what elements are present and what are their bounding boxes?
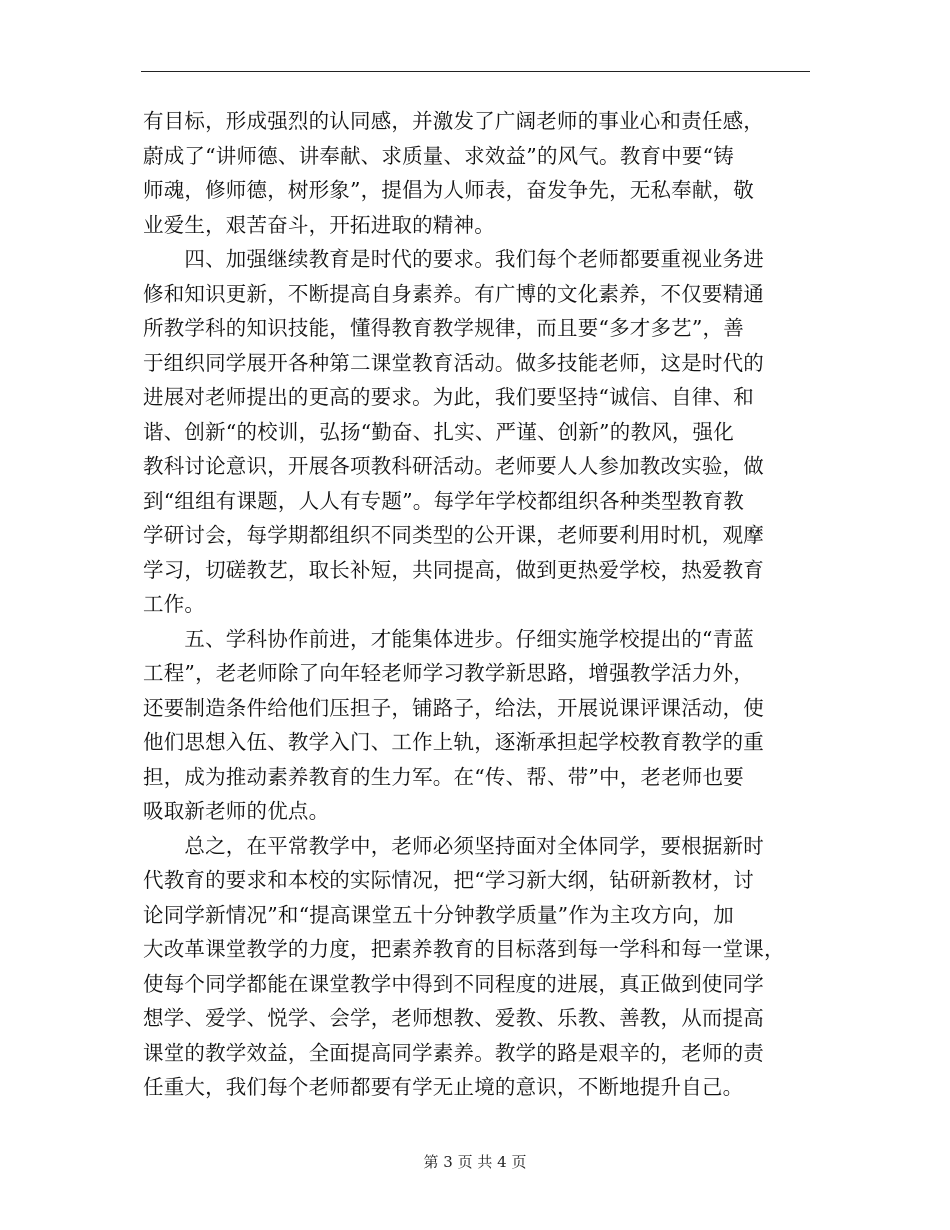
text-line: 想学、爱学、悦学、会学，老师想教、爱教、乐教、善教，从而提高 xyxy=(143,1006,764,1030)
text-line: 工程”，老老师除了向年轻老师学习教学新思路，增强教学活力外， xyxy=(143,661,754,685)
header-rule xyxy=(141,71,810,72)
text-line: 学研讨会，每学期都组织不同类型的公开课，老师要利用时机，观摩 xyxy=(143,523,764,547)
text-line: 吸取新老师的优点。 xyxy=(143,799,330,823)
document-body xyxy=(143,104,811,1105)
text-line: 还要制造条件给他们压担子，铺路子，给法，开展说课评课活动，使 xyxy=(143,695,764,720)
text-line: 代教育的要求和本校的实际情况，把“学习新大纲，钻研新教材，讨 xyxy=(143,868,754,892)
text-line: 使每个同学都能在课堂教学中得到不同程度的进展，真正做到使同学 xyxy=(143,971,764,996)
text-line: 任重大，我们每个老师都要有学无止境的意识，不断地提升自己。 xyxy=(143,1075,744,1099)
text-line: 总之，在平常教学中，老师必须坚持面对全体同学，要根据新时 xyxy=(143,833,764,858)
text-line: 五、学科协作前进，才能集体进步。仔细实施学校提出的“青蓝 xyxy=(143,626,754,651)
text-line: 大改革课堂教学的力度，把素养教育的目标落到每一学科和每一堂课， xyxy=(143,937,785,961)
text-line: 论同学新情况”和“提高课堂五十分钟教学质量”作为主攻方向，加 xyxy=(143,902,734,927)
text-line: 工作。 xyxy=(143,592,206,616)
text-line: 谐、创新“的校训，弘扬“勤奋、扎实、严谨、创新”的教风，强化 xyxy=(143,419,734,444)
text-line: 四、加强继续教育是时代的要求。我们每个老师都要重视业务进 xyxy=(143,247,764,271)
text-line: 于组织同学展开各种第二课堂教育活动。做多技能老师，这是时代的 xyxy=(143,350,764,375)
text-line: 修和知识更新，不断提高自身素养。有广博的文化素养，不仅要精通 xyxy=(143,281,764,306)
text-line: 所教学科的知识技能，懂得教育教学规律，而且要“多才多艺”，善 xyxy=(143,316,744,340)
text-line: 课堂的教学效益，全面提高同学素养。教学的路是艰辛的，老师的责 xyxy=(143,1040,764,1065)
text-line: 担，成为推动素养教育的生力军。在“传、帮、带”中，老老师也要 xyxy=(143,764,744,789)
text-line: 有目标，形成强烈的认同感，并激发了广阔老师的事业心和责任感， xyxy=(143,109,764,133)
text-line: 教科讨论意识，开展各项教科研活动。老师要人人参加教改实验，做 xyxy=(143,454,764,478)
text-line: 师魂，修师德，树形象”，提倡为人师表，奋发争先，无私奉献，敬 xyxy=(143,178,754,202)
text-line: 他们思想入伍、教学入门、工作上轨，逐渐承担起学校教育教学的重 xyxy=(143,730,764,754)
text-line: 到“组组有课题，人人有专题”。每学年学校都组织各种类型教育教 xyxy=(143,488,744,513)
text-line: 蔚成了“讲师德、讲奉献、求质量、求效益”的风气。教育中要“铸 xyxy=(143,143,734,168)
page-number-footer: 第 3 页 共 4 页 xyxy=(423,1153,527,1171)
text-line: 学习，切磋教艺，取长补短，共同提高，做到更热爱学校，热爱教育 xyxy=(143,557,764,582)
text-line: 进展对老师提出的更高的要求。为此，我们要坚持“诚信、自律、和 xyxy=(143,385,754,409)
text-line: 业爱生，艰苦奋斗，开拓进取的精神。 xyxy=(143,212,495,237)
